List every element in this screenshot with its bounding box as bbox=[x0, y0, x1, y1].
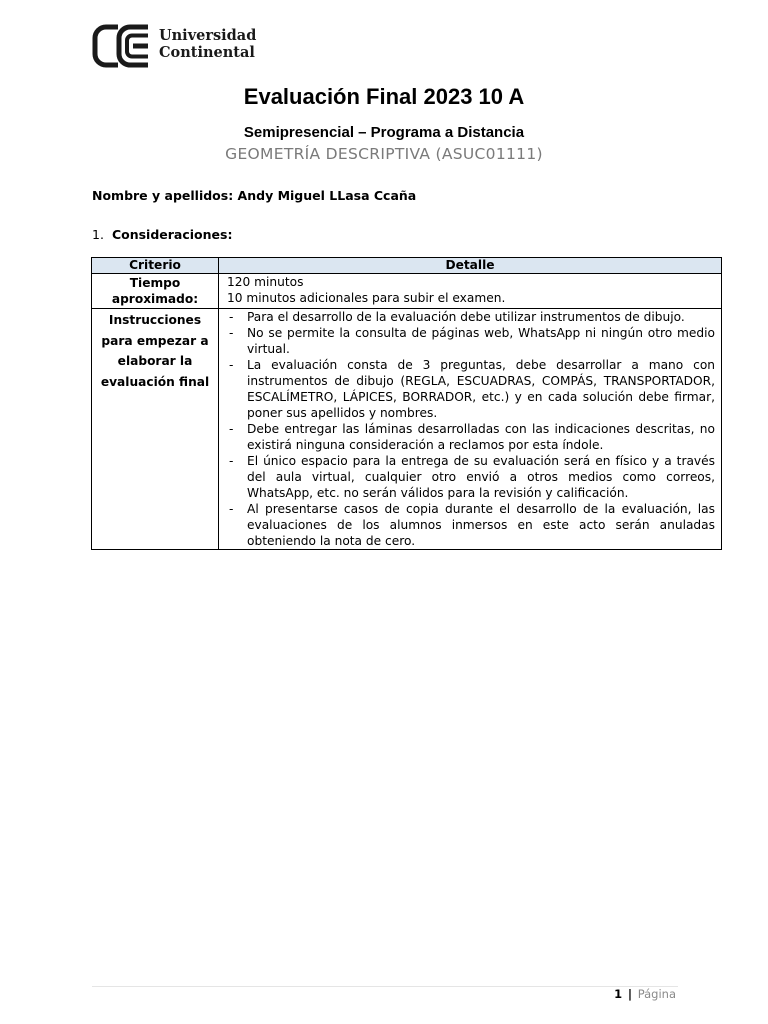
page-label: Página bbox=[637, 987, 676, 1001]
university-logo bbox=[92, 24, 272, 68]
page-subtitle: Semipresencial – Programa a Distancia bbox=[243, 124, 525, 141]
table-header-row bbox=[92, 258, 722, 274]
list-item: - Al presentarse casos de copia durante el desarrollo de la evaluación, las evaluaciones de los alumnos inmersos en este acto serán anuladas obteniendo la nota de cero. bbox=[227, 501, 715, 549]
list-item: - Para el desarrollo de la evaluación debe utilizar instrumentos de dibujo. bbox=[227, 309, 715, 325]
detail-cell bbox=[219, 274, 722, 309]
instructions-list bbox=[227, 309, 715, 549]
university-name bbox=[159, 27, 256, 61]
page-number: 1 bbox=[614, 987, 623, 1001]
section-label: Consideraciones: bbox=[111, 227, 233, 242]
list-item: - Debe entregar las láminas desarrolladas con las indicaciones descritas, no existirá ninguna consideración a reclamos por esta índole. bbox=[227, 421, 715, 453]
table-row bbox=[92, 274, 722, 309]
detail-cell bbox=[219, 309, 722, 550]
criterio-text: aproximado: bbox=[111, 292, 199, 306]
criterio-text: para empezar a bbox=[101, 333, 209, 348]
criterio-text: Tiempo bbox=[129, 276, 181, 290]
university-logo-mark-icon bbox=[92, 24, 150, 68]
section-heading bbox=[92, 227, 232, 242]
university-name-line1: Universidad bbox=[159, 27, 257, 44]
criterio-cell bbox=[92, 309, 219, 550]
section-number: 1. bbox=[92, 227, 104, 242]
table-row bbox=[92, 309, 722, 550]
column-header-criterio: Criterio bbox=[92, 258, 219, 274]
detail-text: 120 minutos bbox=[227, 275, 304, 289]
list-item: - La evaluación consta de 3 preguntas, debe desarrollar a mano con instrumentos de dibujo (REGLA, ESCUADRAS, COMPÁS, TRANSPORTADOR, ESCALÍMETRO, LÁPICES, BORRADOR, etc.) y en cada solución debe firmar, poner sus apellidos y nombres. bbox=[227, 357, 715, 421]
course-name: GEOMETRÍA DESCRIPTIVA (ASUC01111) bbox=[225, 145, 543, 163]
criterio-text: evaluación final bbox=[100, 374, 210, 389]
criterio-cell bbox=[92, 274, 219, 309]
considerations-table bbox=[91, 257, 722, 550]
list-item: - No se permite la consulta de páginas web, WhatsApp ni ningún otro medio virtual. bbox=[227, 325, 715, 357]
page-footer bbox=[614, 987, 676, 1001]
criterio-text: elaborar la bbox=[117, 354, 193, 368]
footer-separator: | bbox=[627, 987, 633, 1001]
criterio-text: Instrucciones bbox=[108, 313, 202, 327]
list-item: - El único espacio para la entrega de su evaluación será en físico y a través del aula virtual, cualquier otro envió a otros medios como correos, WhatsApp, etc. no serán válidos para la revisión y calificación. bbox=[227, 453, 715, 501]
student-name: Nombre y apellidos: Andy Miguel LLasa Ccaña bbox=[92, 188, 417, 203]
footer-divider bbox=[92, 986, 678, 987]
university-name-line2: Continental bbox=[159, 44, 255, 61]
detail-text: 10 minutos adicionales para subir el examen. bbox=[227, 291, 506, 305]
column-header-detalle: Detalle bbox=[219, 258, 722, 274]
page-title: Evaluación Final 2023 10 A bbox=[243, 84, 525, 109]
